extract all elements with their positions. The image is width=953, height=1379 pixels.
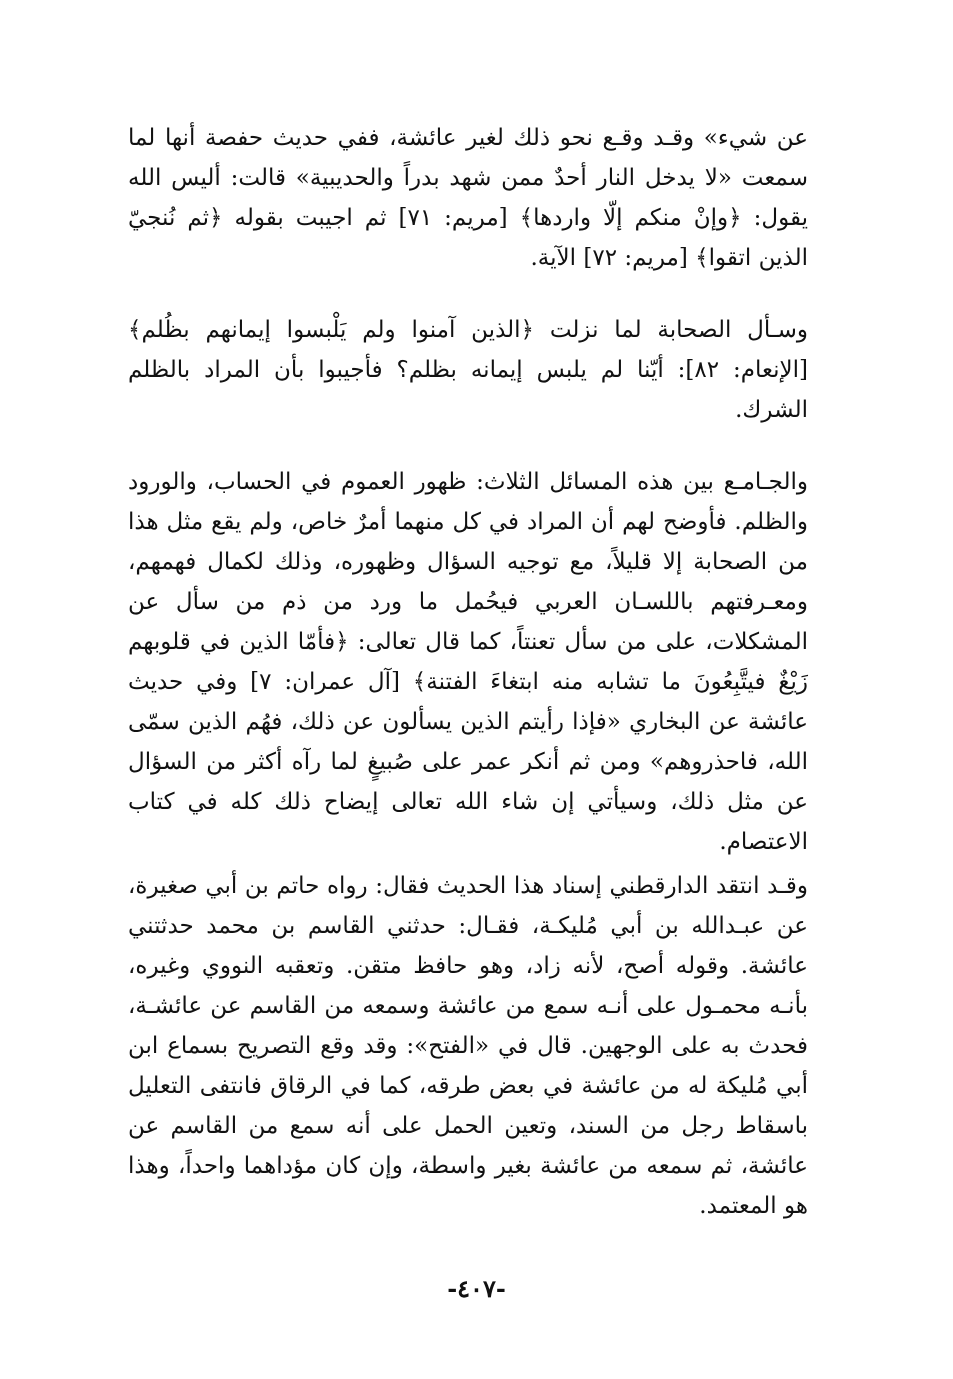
paragraph-2: وسـأل الصحابة لما نزلت ﴿الذين آمنوا ولم يَلْبسوا إيمانهم بظُلم﴾ [الإنعام: ٨٢]: أيّنا لم يلبس إيمانه بظلم؟ فأجيبوا بأن المراد بالظلم الشرك.: [128, 317, 808, 423]
page-body: [128, 118, 808, 1226]
paragraph-4: وقـد انتقد الدارقطني إسناد هذا الحديث فقال: رواه حاتم بن أبي صغيرة، عن عبـدالله بن أبي مُليكـة، فقـال: حدثني القاسم بن محمد حدثتني عائشة. وقوله أصح، لأنه زاد، وهو حافظ متقن. وتعقبه النووي وغيره، بأنـه محمـول على أنـه سمع من عائشة وسمعه من القاسم عن عائشـة، فحدث به على الوجهين. قال في «الفتح»: وقد وقع التصريح بسماع ابن أبي مُليكة له من عائشة في بعض طرقه، كما في الرقاق فانتفى التعليل باسقاط رجل من السند، وتعين الحمل على أنه سمع من القاسم عن عائشة، ثم سمعه من عائشة بغير واسطة، وإن كان مؤداهما واحداً، وهذا هو المعتمد.: [128, 873, 808, 1219]
paragraph-1: عن شيء» وقـد وقـع نحو ذلك لغير عائشة، ففي حديث حفصة أنها لما سمعت «لا يدخل النار أحدٌ ممن شهد بدراً والحديبية» قالت: أليس الله يقول: ﴿وإنْ منكم إلّا واردها﴾ [مريم: ٧١] ثم اجيبت بقوله ﴿ثم نُنجيّ الذين اتقوا﴾ [مريم: ٧٢] الآية.: [128, 125, 808, 271]
page-number: -٤٠٧-: [447, 1274, 506, 1303]
paragraph-3: والجـامـع بين هذه المسائل الثلاث: ظهور العموم في الحساب، والورود والظلم. فأوضح لهم أن المراد في كل منهما أمرٌ خاص، ولم يقع مثل هذا من الصحابة إلا قليلاً، مع توجيه السؤال وظهوره، وذلك لكمال فهمهم، ومعـرفتهم باللسـان العربي فيحُمل ما ورد من ذم من سأل عن المشكلات، على من سأل تعنتاً، كما قال تعالى: ﴿فأمّا الذين في قلوبهم زَيْغٌ فيتَّبِعُونَ ما تشابه منه ابتغاءَ الفتنة﴾ [آل عمران: ٧] وفي حديث عائشة عن البخاري «فإذا رأيتم الذين يسألون عن ذلك، فهُم الذين سمّى الله، فاحذروهم» ومن ثم أنكر عمر على صُبيغٍ لما رآه أكثر من السؤال عن مثل ذلك، وسيأتي إن شاء الله تعالى إيضاح ذلك كله في كتاب الاعتصام.: [128, 469, 809, 855]
